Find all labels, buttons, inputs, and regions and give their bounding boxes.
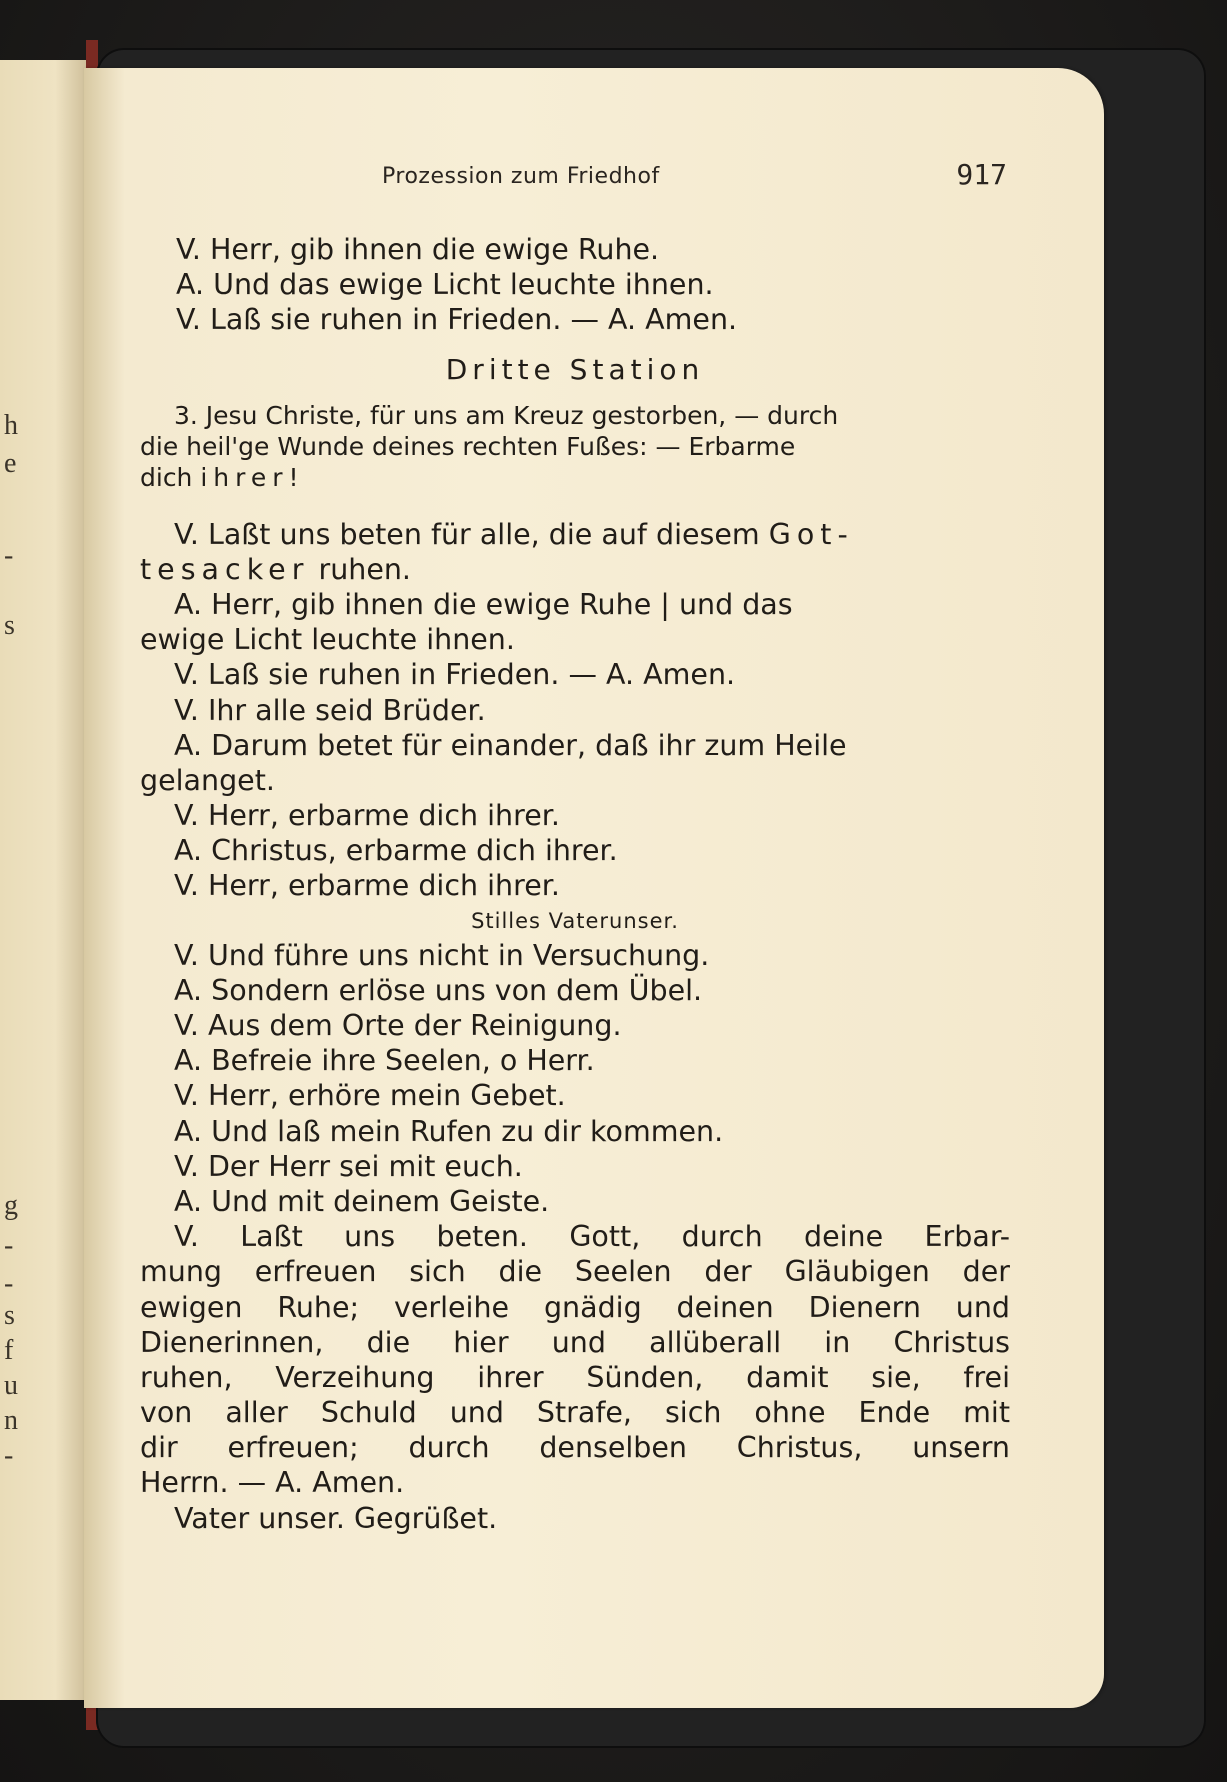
- response-line: A. Und das ewige Licht leuchte ihnen.: [176, 268, 714, 302]
- prayer-line: Herrn. — A. Amen.: [140, 1466, 405, 1500]
- line-text: ruhen.: [309, 552, 411, 586]
- margin-letter: s: [4, 610, 15, 641]
- prayer-line: ewigen Ruhe; verleihe gnädig deinen Dienern und: [140, 1290, 1010, 1324]
- prayer-line: von aller Schuld und Strafe, sich ohne Ende mit: [140, 1396, 1010, 1430]
- margin-letter: h: [4, 410, 18, 441]
- versicle-line: [140, 552, 1010, 587]
- versicle-line: V. Herr, erhöre mein Gebet.: [174, 1079, 566, 1113]
- margin-letter: u: [4, 1370, 18, 1401]
- spaced-word: Got-: [768, 517, 854, 551]
- margin-letter: -: [4, 540, 14, 571]
- versicle-line: V. Laß sie ruhen in Frieden. — A. Amen.: [174, 658, 736, 692]
- invocation-line: die heil'ge Wunde deines rechten Fußes: — Erbarme: [140, 431, 796, 461]
- invocation-line: 3. Jesu Christe, für uns am Kreuz gestorben, — durch: [174, 400, 839, 430]
- versicle-line: V. Laß sie ruhen in Frieden. — A. Amen.: [176, 303, 738, 337]
- versicle-line: V. Herr, gib ihnen die ewige Ruhe.: [176, 233, 660, 266]
- versicle-line: V. Herr, erbarme dich ihrer.: [174, 799, 560, 833]
- response-line: ewige Licht leuchte ihnen.: [140, 623, 515, 657]
- response-line: A. Sondern erlöse uns von dem Übel.: [174, 973, 703, 1007]
- invocation-spaced-word: ihrer: [200, 462, 289, 492]
- closing-line: Vater unser. Gegrüßet.: [174, 1501, 498, 1535]
- response-line: A. Christus, erbarme dich ihrer.: [174, 834, 618, 868]
- response-line: A. Und laß mein Rufen zu dir kommen.: [174, 1114, 724, 1148]
- margin-letter: -: [4, 1268, 14, 1299]
- prayer-line: dir erfreuen; durch denselben Christus, unsern: [140, 1431, 1010, 1465]
- invocation-line: [140, 462, 1010, 493]
- versicle-line: V. Herr, erbarme dich ihrer.: [174, 869, 560, 903]
- margin-letter: n: [4, 1405, 18, 1436]
- running-header: [382, 158, 1012, 194]
- versicle-line: V. Und führe uns nicht in Versuchung.: [174, 938, 710, 972]
- margin-letter: g: [4, 1190, 18, 1221]
- spaced-word: tesacker: [140, 552, 310, 586]
- response-line: A. Befreie ihre Seelen, o Herr.: [174, 1044, 595, 1078]
- left-page-edge: [0, 60, 92, 1700]
- margin-letter: -: [4, 1230, 14, 1261]
- response-line: A. Darum betet für einander, daß ihr zum Heile: [174, 728, 847, 762]
- margin-letter: e: [4, 448, 17, 479]
- rubric: Stilles Vaterunser.: [471, 908, 679, 933]
- invocation-text: dich: [140, 462, 201, 492]
- margin-letter: s: [4, 1300, 15, 1331]
- response-line: A. Herr, gib ihnen die ewige Ruhe | und das: [174, 587, 793, 621]
- prayer-line: ruhen, Verzeihung ihrer Sünden, damit sie, frei: [140, 1360, 1010, 1394]
- invocation-punct: !: [288, 462, 299, 492]
- running-title: Prozession zum Friedhof: [382, 164, 660, 189]
- page-text: [140, 232, 1010, 1536]
- line-text: V. Laßt uns beten für alle, die auf diesem: [174, 517, 769, 551]
- page-number: 917: [956, 158, 1007, 191]
- prayer-line: V. Laßt uns beten. Gott, durch deine Erbar-: [174, 1220, 1010, 1254]
- spacer: [140, 493, 1010, 517]
- response-line: gelanget.: [140, 763, 275, 797]
- versicle-line: V. Ihr alle seid Brüder.: [174, 693, 486, 727]
- versicle-line: [140, 517, 1010, 552]
- response-line: A. Und mit deinem Geiste.: [174, 1184, 550, 1218]
- prayer-line: Dienerinnen, die hier und allüberall in Christus: [140, 1325, 1010, 1359]
- versicle-line: V. Aus dem Orte der Reinigung.: [174, 1009, 622, 1042]
- margin-letter: -: [4, 1440, 14, 1471]
- prayer-line: mung erfreuen sich die Seelen der Gläubigen der: [140, 1255, 1010, 1289]
- versicle-line: V. Der Herr sei mit euch.: [174, 1149, 523, 1183]
- station-heading: Dritte Station: [445, 352, 705, 386]
- margin-letter: f: [4, 1335, 14, 1366]
